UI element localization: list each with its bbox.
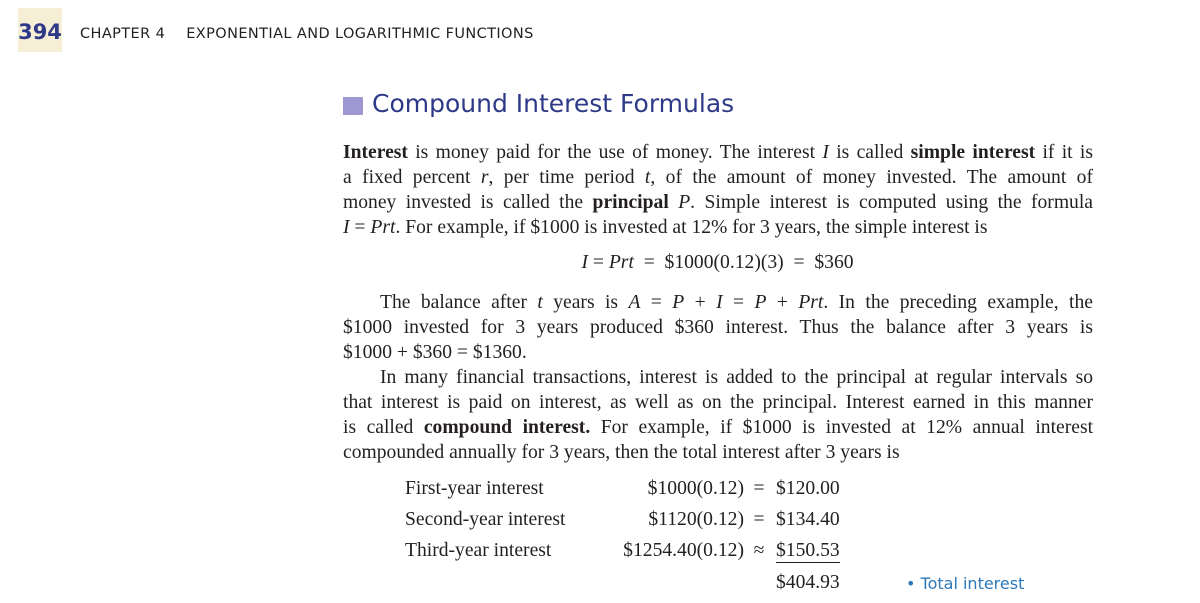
simple-interest-equation: I = Prt = $1000(0.12)(3) = $360: [581, 252, 854, 273]
table-row-label: First-year interest: [405, 478, 544, 499]
paragraph-compound-interest: In many financial transactions, interest is added to the principal at regular intervals so that interest is paid on interest, as well as on the principal. Interest earned in this manner is called compound interest. For example, if $1000 is invested at 12% annual interest compounded annually for 3 years, then the total interest after 3 years is: [343, 367, 1094, 463]
table-row-relation: =: [753, 478, 765, 499]
table-row-expression: $1000(0.12): [647, 478, 744, 499]
running-head: [80, 26, 550, 42]
chapter-title: EXPONENTIAL AND LOGARITHMIC FUNCTIONS: [186, 26, 534, 42]
table-row-result: $134.40: [776, 509, 840, 530]
total-interest-value: $404.93: [776, 572, 840, 593]
total-interest-annotation: • Total interest: [906, 574, 1025, 593]
table-row-result: $120.00: [776, 478, 840, 499]
table-row-label: Third-year interest: [405, 540, 552, 561]
table-row-expression: $1254.40(0.12): [623, 540, 744, 561]
page-number: 394: [18, 8, 62, 52]
paragraph-balance: The balance after t years is A = P + I = P + Prt. In the preceding example, the $1000 invested for 3 years produced $360 interest. Thus the balance after 3 years is $1000 + $360 = $1360.: [343, 292, 1093, 363]
section-marker-square: [343, 97, 363, 115]
table-row-relation: =: [753, 509, 765, 530]
table-row-label: Second-year interest: [405, 509, 566, 530]
table-row-relation: ≈: [753, 540, 765, 561]
chapter-label: CHAPTER 4: [80, 26, 166, 42]
paragraph-simple-interest: Interest is money paid for the use of money. The interest I is called simple interest if it is a fixed percent r, per time period t, of the amount of money invested. The amount of money invested is called the principal P. Simple interest is computed using the formula I = Prt. For example, if $1000 is invested at 12% for 3 years, the simple interest is: [343, 142, 1093, 238]
table-row-expression: $1120(0.12): [648, 509, 744, 530]
table-row-result: $150.53: [776, 540, 840, 561]
section-heading: Compound Interest Formulas: [372, 89, 735, 118]
